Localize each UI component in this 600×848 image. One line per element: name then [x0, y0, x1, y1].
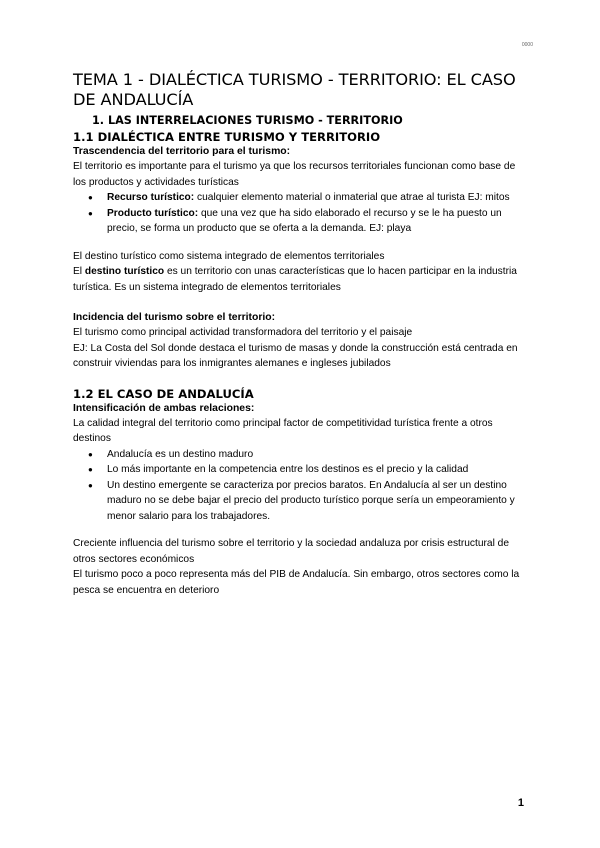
document-content [73, 70, 528, 598]
term-definition: cualquier elemento material o inmaterial que atrae al turista EJ: mitos [194, 192, 510, 203]
section-number: 1. [92, 114, 105, 127]
term-recurso: Recurso turístico: [107, 192, 195, 203]
paragraph-incidencia-1: El turismo como principal actividad transformadora del territorio y el paisaje [73, 327, 413, 338]
list-item [88, 447, 528, 463]
paragraph-destino-sistema: El destino turístico como sistema integrado de elementos territoriales [73, 250, 385, 262]
paragraph-intensificacion: La calidad integral del territorio como principal factor de competitividad turística frente a otros destinos [73, 417, 493, 444]
subheading-trascendencia: Trascendencia del territorio para el turismo: [73, 146, 291, 157]
bullet-list-recursos [73, 190, 528, 237]
bullet-icon: ● [88, 193, 93, 202]
list-item [88, 206, 528, 237]
list-item [88, 462, 528, 478]
text-prefix: El [73, 266, 85, 277]
subheading-incidencia: Incidencia del turismo sobre el territorio: [73, 312, 276, 323]
paragraph-trascendencia: El territorio es importante para el turismo ya que los recursos territoriales funcionan como base de los productos y actividades turísticas [73, 161, 516, 188]
list-item [88, 478, 528, 525]
paragraph-incidencia-2: EJ: La Costa del Sol donde destaca el turismo de masas y donde la construcción está centrada en construir viviendas para los inmigrantes alemanes e ingleses jubilados [73, 342, 518, 369]
list-item [88, 190, 528, 206]
document-title: TEMA 1 - DIALÉCTICA TURISMO - TERRITORIO: EL CASO DE ANDALUCÍA [73, 70, 516, 109]
subsection-heading-dialectica: 1.1 DIALÉCTICA ENTRE TURISMO Y TERRITORIO [73, 130, 381, 144]
bullet-icon: ● [88, 465, 93, 474]
list-item-text: Lo más importante en la competencia entre los destinos es el precio y la calidad [107, 464, 469, 475]
list-item-text: Andalucía es un destino maduro [107, 448, 254, 460]
subheading-intensificacion: Intensificación de ambas relaciones: [73, 402, 255, 414]
bullet-icon: ● [88, 480, 93, 490]
corner-label: 0000 [521, 42, 533, 48]
section-heading-text: LAS INTERRELACIONES TURISMO - TERRITORIO [108, 114, 403, 127]
bullet-list-andalucia [73, 447, 528, 525]
page-number: 1 [517, 797, 524, 809]
term-definition: que una vez que ha sido elaborado el recurso y se le ha puesto un precio, se forma un producto que se oferta a la demanda. EJ: playa [107, 207, 502, 234]
bullet-icon: ● [88, 449, 93, 459]
term-destino: destino turístico [84, 266, 165, 277]
list-item-text: Un destino emergente se caracteriza por precios baratos. En Andalucía al ser un destino maduro no se debe bajar el precio del producto turístico porque sería un empeoramiento y menor salario para los trabajadores. [107, 479, 515, 522]
paragraph-destino-definicion [73, 264, 528, 295]
term-producto: Producto turístico: [107, 207, 199, 219]
section-heading-interrelaciones [92, 113, 528, 129]
paragraph-creciente: Creciente influencia del turismo sobre el territorio y la sociedad andaluza por crisis estructural de otros sectores económicos [73, 538, 510, 565]
bullet-icon: ● [88, 208, 93, 218]
subsection-heading-andalucia: 1.2 EL CASO DE ANDALUCÍA [73, 386, 254, 401]
text-suffix: es un territorio con unas características que lo hacen participar en la industria turística. Es un sistema integrado de elementos territoriales [73, 266, 517, 293]
paragraph-pib: El turismo poco a poco representa más del PIB de Andalucía. Sin embargo, otros sectores como la pesca se encuentra en deterioro [73, 569, 520, 596]
